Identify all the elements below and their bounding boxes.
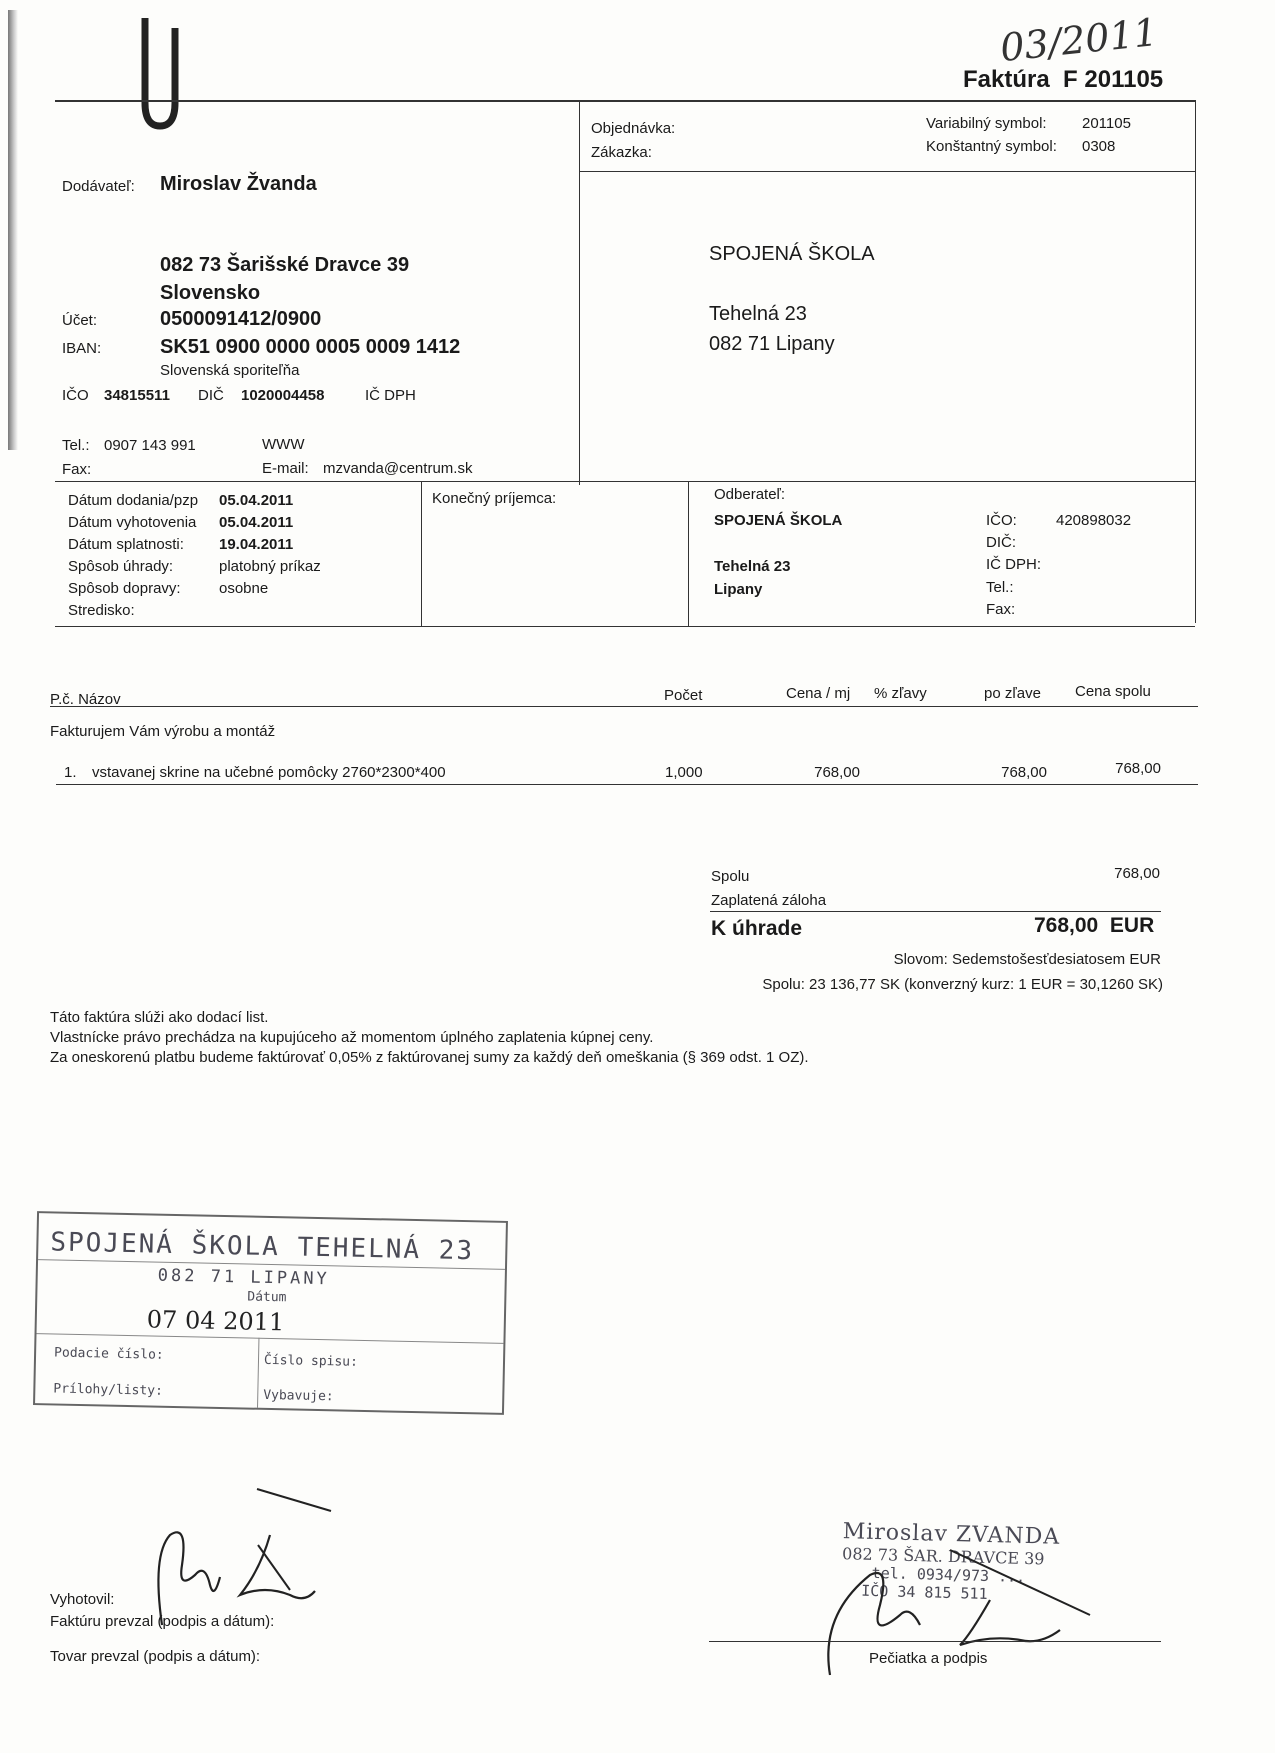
customer-label: Odberateľ: bbox=[714, 486, 786, 503]
customer-street: Tehelná 23 bbox=[714, 558, 791, 575]
customer-ico-label: IČO: bbox=[986, 512, 1017, 529]
supplier-label: Dodávateľ: bbox=[62, 178, 135, 195]
email-label: E-mail: bbox=[262, 460, 309, 477]
date-value: 05.04.2011 bbox=[219, 492, 294, 509]
signature-left-icon bbox=[140, 1515, 330, 1635]
item-price: 768,00 bbox=[814, 764, 860, 781]
col-header-discount: % zľavy bbox=[874, 685, 927, 702]
dates-divider-line bbox=[421, 481, 422, 626]
stamp-reg-label: Podacie číslo: bbox=[53, 1345, 164, 1363]
supplier-stamp-tel: tel. 0934/973 ... bbox=[871, 1563, 1026, 1586]
address-bottom-line bbox=[55, 481, 1195, 482]
stamp-divider bbox=[257, 1338, 259, 1408]
constant-symbol-label: Konštantný symbol: bbox=[926, 138, 1057, 155]
stamp-city: 082 71 LIPANY bbox=[157, 1265, 330, 1290]
received-stamp bbox=[33, 1211, 508, 1415]
customer-divider-line bbox=[688, 481, 689, 626]
item-price-after: 768,00 bbox=[1001, 764, 1047, 781]
iban-value: SK51 0900 0000 0005 0009 1412 bbox=[160, 336, 461, 358]
www-label: WWW bbox=[262, 436, 305, 453]
note-line: Vlastnícke právo prechádza na kupujúceho až momentom úplného zaplatenia kúpnej ceny. bbox=[50, 1029, 654, 1046]
supplier-dic-label: DIČ bbox=[198, 387, 224, 404]
account-number: 0500091412/0900 bbox=[160, 308, 322, 330]
date-label: Spôsob úhrady: bbox=[68, 558, 174, 575]
date-label: Spôsob dopravy: bbox=[68, 580, 181, 597]
bank-name: Slovenská sporiteľňa bbox=[160, 362, 300, 379]
items-intro: Fakturujem Vám výrobu a montáž bbox=[50, 723, 276, 740]
customer-name: SPOJENÁ ŠKOLA bbox=[714, 512, 843, 529]
item-number: 1. bbox=[64, 764, 77, 781]
stamp-handler-label: Vybavuje: bbox=[263, 1387, 334, 1405]
customer-fax-label: Fax: bbox=[986, 601, 1016, 618]
deposit-label: Zaplatená záloha bbox=[711, 892, 827, 909]
email-value: mzvanda@centrum.sk bbox=[323, 460, 473, 477]
item-name: vstavanej skrine na učebné pomôcky 2760*2300*400 bbox=[92, 764, 446, 781]
invoice-title: Faktúra F 201105 bbox=[963, 66, 1164, 93]
supplier-stamp-ico: IČO 34 815 511 bbox=[860, 1581, 988, 1603]
date-label: Dátum dodania/pzp bbox=[68, 492, 199, 509]
subtotal-value: 768,00 bbox=[1114, 865, 1160, 882]
frame-top-line bbox=[55, 100, 1195, 102]
supplier-address: 082 73 Šarišské Dravce 39 bbox=[160, 254, 410, 276]
col-header-price: Cena / mj bbox=[786, 685, 851, 702]
goods-received-label: Tovar prevzal (podpis a dátum): bbox=[50, 1648, 261, 1665]
totals-line bbox=[710, 911, 1161, 912]
customer-tel-label: Tel.: bbox=[986, 579, 1014, 596]
recipient-city: 082 71 Lipany bbox=[709, 333, 835, 355]
seal-line bbox=[709, 1641, 1161, 1642]
iban-label: IBAN: bbox=[62, 340, 102, 357]
stamp-date-label: Dátum bbox=[247, 1289, 287, 1306]
item-total: 768,00 bbox=[1115, 760, 1161, 777]
date-value: 05.04.2011 bbox=[219, 514, 294, 531]
stamp-title: SPOJENÁ ŠKOLA TEHELNÁ 23 bbox=[50, 1227, 475, 1267]
fax-label: Fax: bbox=[62, 461, 92, 478]
customer-city: Lipany bbox=[714, 581, 763, 598]
date-value: platobný príkaz bbox=[219, 558, 321, 575]
amount-in-words: Slovom: Sedemstošesťdesiatosem EUR bbox=[893, 951, 1161, 968]
date-label: Stredisko: bbox=[68, 602, 135, 619]
stamp-date: 07 04 2011 bbox=[146, 1305, 285, 1337]
handwritten-number: 03/2011 bbox=[998, 9, 1160, 71]
final-recipient-label: Konečný príjemca: bbox=[432, 490, 557, 507]
tel-label: Tel.: bbox=[62, 437, 90, 454]
total-in-sk: Spolu: 23 136,77 SK (konverzný kurz: 1 EUR = 30,1260 SK) bbox=[762, 976, 1163, 993]
invoice-received-label: Faktúru prevzal (podpis a dátum): bbox=[50, 1613, 275, 1630]
constant-symbol-value: 0308 bbox=[1082, 138, 1116, 155]
table-bottom-line bbox=[56, 784, 1198, 785]
col-header-name: P.č. Názov bbox=[50, 691, 121, 708]
supplier-country: Slovensko bbox=[160, 282, 261, 304]
variable-symbol-label: Variabilný symbol: bbox=[926, 115, 1047, 132]
date-label: Dátum vyhotovenia bbox=[68, 514, 197, 531]
frame-right-line bbox=[1195, 100, 1196, 623]
col-header-total: Cena spolu bbox=[1075, 683, 1151, 700]
supplier-ico-label: IČO bbox=[62, 387, 89, 404]
recipient-street: Tehelná 23 bbox=[709, 303, 807, 325]
scan-binding-edge bbox=[8, 10, 18, 450]
order-label: Objednávka: bbox=[591, 120, 676, 137]
frame-middle-line bbox=[579, 100, 580, 485]
stamp-file-label: Číslo spisu: bbox=[263, 1352, 359, 1370]
supplier-stamp-name: Miroslav ZVANDA bbox=[842, 1519, 1061, 1550]
customer-ico: 420898032 bbox=[1056, 512, 1132, 529]
supplier-stamp-address: 082 73 ŠAR. DRAVCE 39 bbox=[841, 1544, 1045, 1569]
col-header-after: po zľave bbox=[984, 685, 1041, 702]
customer-icdph-label: IČ DPH: bbox=[986, 556, 1042, 573]
tel-value: 0907 143 991 bbox=[104, 437, 196, 454]
note-line: Táto faktúra slúži ako dodací list. bbox=[50, 1009, 269, 1026]
date-value: 19.04.2011 bbox=[219, 536, 294, 553]
date-label: Dátum splatnosti: bbox=[68, 536, 184, 553]
amount-due-label: K úhrade bbox=[711, 917, 803, 940]
pen-stroke-icon bbox=[255, 1485, 335, 1515]
dates-bottom-line bbox=[55, 626, 1195, 627]
note-line: Za oneskorenú platbu budeme faktúrovať 0,05% z faktúrovanej sumy za každý deň omeškania (§ 369 odst. 1 OZ). bbox=[50, 1049, 809, 1066]
supplier-ico: 34815511 bbox=[104, 387, 170, 404]
supplier-icdph-label: IČ DPH bbox=[365, 387, 416, 404]
date-value: osobne bbox=[219, 580, 269, 597]
made-by-label: Vyhotovil: bbox=[50, 1591, 115, 1608]
account-label: Účet: bbox=[62, 312, 98, 329]
seal-label: Pečiatka a podpis bbox=[869, 1650, 988, 1667]
col-header-qty: Počet bbox=[664, 687, 703, 704]
supplier-dic: 1020004458 bbox=[241, 387, 325, 404]
amount-due-value: 768,00 EUR bbox=[1034, 914, 1155, 937]
variable-symbol-value: 201105 bbox=[1082, 115, 1131, 132]
recipient-name: SPOJENÁ ŠKOLA bbox=[709, 243, 875, 265]
subtotal-label: Spolu bbox=[711, 868, 750, 885]
customer-dic-label: DIČ: bbox=[986, 534, 1016, 551]
supplier-name: Miroslav Žvanda bbox=[160, 173, 317, 195]
contract-label: Zákazka: bbox=[591, 144, 652, 161]
table-header-line bbox=[50, 706, 1198, 707]
paper-clip-icon bbox=[135, 8, 185, 133]
item-qty: 1,000 bbox=[665, 764, 703, 781]
stamp-attach-label: Prílohy/listy: bbox=[53, 1381, 164, 1399]
order-box-line bbox=[579, 171, 1195, 172]
